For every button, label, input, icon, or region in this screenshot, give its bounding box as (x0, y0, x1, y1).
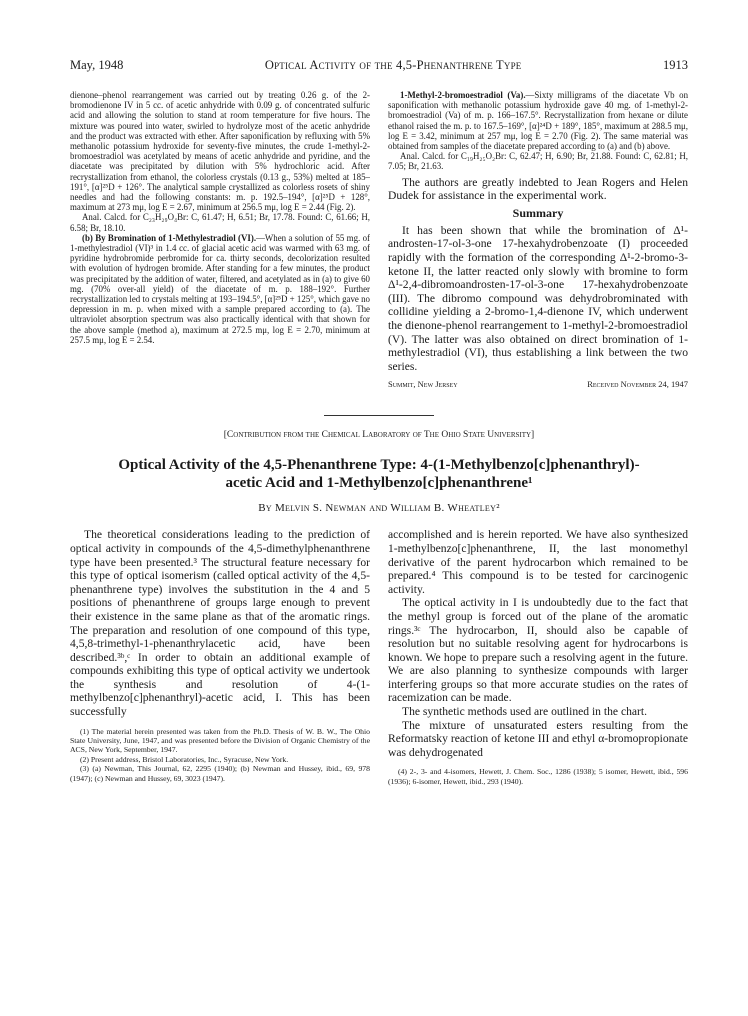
journal-page (70, 58, 688, 786)
intro-paragraph: The theoretical considerations leading to the prediction of optical activity in compounds of the 4,5-dimethylphenanthrene type have been presented.³ The structural feature necessary for this type of optical isomerism (called optical activity of the 4,5-phenanthrene type) involves the substitution in the 4 and 5 positions of phenanthrene of groups large enough to prevent their existence in the same plane as that of the aromatic rings. The preparation and resolution of one compound of this type, 4,5,8-trimethyl-1-phenanthrylacetic acid, have been described.³ᵇ,ᶜ In order to obtain an additional example of compounds exhibiting this type of optical activity we undertook the synthesis and resolution of 4-(1-methylbenzo[c]phenanthryl)-acetic acid, I. This has been successfully (70, 528, 370, 719)
header-page-number: 1913 (662, 58, 688, 72)
article-title-line-1: Optical Activity of the 4,5-Phenanthrene Type: 4-(1-Methylbenzo[c]phenanthryl)- (118, 457, 640, 474)
article-right-column (388, 528, 688, 786)
summary-paragraph: It has been shown that while the bromination of Δ¹-androsten-17-ol-3-one 17-hexahydrobenzoate (I) proceeded rapidly with the formation of the corresponding Δ¹-2-bromo-3-ketone II, the latter reacted only slowly with bromine to form Δ¹-2,4-dibromoandrosten-17-ol-3-one 17-hexahydrobenzoate (III). The dibromo compound was dehydrobrominated with collidine yielding a 2-bromo-1,4-dienone IV, which underwent the dienone-phenol rearrangement to 1-methyl-2-bromoestradiol (V). The latter was also obtained on direct bromination of 1-methylestradiol (VI), thus establishing a link between the two series. (388, 223, 688, 373)
footnote-3: (3) (a) Newman, This Journal, 62, 2295 (1940); (b) Newman and Hussey, ibid., 69, 978 (1947); (c) Newman and Hussey, 69, 3023 (1947). (70, 764, 370, 783)
article-title (70, 456, 688, 492)
compound-subheading: 1-Methyl-2-bromoestradiol (Va). (400, 90, 526, 100)
compound-paragraph (388, 90, 688, 151)
footnote-2: (2) Present address, Bristol Laboratories, Inc., Syracuse, New York. (80, 754, 289, 764)
contribution-line: [Contribution from the Chemical Laboratory of The Ohio State University] (223, 430, 535, 441)
continuation-paragraph: accomplished and is herein reported. We have also synthesized 1-methylbenzo[c]phenanthrene, II, the last monomethyl derivative of the parent hydrocarbon which remained to be prepared.⁴ This compound is to be tested for carcinogenic activity. (388, 528, 688, 596)
previous-article-left-column (70, 90, 370, 389)
section-divider (324, 415, 434, 416)
esters-paragraph: The mixture of unsaturated esters resulting from the Reformatsky reaction of ketone III and ethyl α-bromopropionate was dehydrogenated (388, 718, 688, 759)
bromination-text: —When a solution of 55 mg. of 1-methylestradiol (VI)³ in 1.4 cc. of glacial acetic acid was warmed with 63 mg. of pyridine hydrobromide perbromide for ca. thirty seconds, decolorization resulted with evolution of hydrogen bromide. After standing for a few minutes, the product was precipitated by the addition of water, filtered, and acetylated as in (a) to give 60 mg. (70% over-all yield) of the diacetate of m. p. 188–192°. Further recrystallization led to crystals melting at 193–194.5°, [α]²⁵D + 125°, which gave no depression in m. p. when mixed with a sample prepared according to (a). The ultraviolet absorption spectrum was also practically identical with that shown for the above sample (method a), maximum at 272.5 mμ, log E = 2.70, minimum at 257.5 mμ, log E = 2.54. (70, 232, 370, 345)
footnotes-right (388, 767, 688, 786)
previous-article-body (70, 90, 688, 389)
article-title-line-2: acetic Acid and 1-Methylbenzo[c]phenanthrene¹ (225, 475, 533, 492)
analysis-paragraph: Anal. Calcd. for C₂₃H₂₉O₄Br: C, 61.47; H, 6.51; Br, 17.78. Found: C, 61.66; H, 6.58; Br, 18.10. (70, 212, 370, 233)
signature-received: Received November 24, 1947 (587, 379, 688, 390)
optical-activity-paragraph: The optical activity in I is undoubtedly due to the fact that the methyl group is forced out of the plane of the aromatic rings.³ᶜ The hydrocarbon, II, should also be capable of resolution but no suitable resolving agent for hydrocarbons is known. We hope to prepare such a resolving agent in the future. We are also planning to synthesize compounds with larger interfering groups so that more accurate studies on the rates of racemization can be made. (388, 596, 688, 705)
previous-article-right-column (388, 90, 688, 389)
bromination-subheading: (b) By Bromination of 1-Methylestradiol (VI). (82, 232, 257, 243)
signature-line (388, 379, 688, 389)
summary-heading: Summary (512, 205, 564, 220)
article-authors: By Melvin S. Newman and William B. Wheatley² (258, 502, 500, 515)
article-body (70, 528, 688, 786)
analysis-paragraph-2: Anal. Calcd. for C₁₉H₂₅O₂Br: C, 62.47; H, 6.90; Br, 21.88. Found: C, 62.81; H, 7.05; Br, 21.63. (388, 151, 688, 172)
header-running-title: Optical Activity of the 4,5-Phenanthrene Type (264, 58, 522, 72)
footnote-1: (1) The material herein presented was taken from the Ph.D. Thesis of W. B. W., The Ohio State University, June, 1947, and was presented before the Division of Organic Chemistry of the ACS, New York, September, 1947. (70, 726, 370, 755)
compound-text: —Sixty milligrams of the diacetate Vb on saponification with methanolic potassium hydroxide gave 40 mg. of 1-methyl-2-bromoestradiol (Va) of m. p. 166–167.5°. Recrystallization from hexane or dilute ethanol raised the m. p. to 167.5–169°, [α]²⁴D + 189°, 185°, maximum at 288.5 mμ, log E = 3.42, minimum at 257 mμ, log E = 2.70 (Fig. 2). The same material was obtained from samples of the diacetate prepared according to (a) and (b) above. (388, 90, 689, 152)
acknowledgment-paragraph: The authors are greatly indebted to Jean Rogers and Helen Dudek for assistance in the experimental work. (388, 175, 688, 203)
running-header (70, 58, 688, 78)
experimental-paragraph: dienone–phenol rearrangement was carried out by treating 0.26 g. of the 2-bromodienone IV in 5 cc. of acetic anhydride with 0.09 g. of concentrated sulfuric acid and allowing the solution to stand at room temperature for five hours. The mixture was poured into water, swirled to hydrolyze most of the acetic anhydride and the product was extracted with ether. After saponification by refluxing with 5% methanolic potassium hydroxide for seventy-five minutes, the crude 1-methyl-2-bromoestradiol was acetylated by means of acetic anhydride and pyridine, and the diacetate was precipitated by dilution with 5% hydrochloric acid. After recrystallization from ethanol, the colorless crystals (0.13 g., 53%) melted at 185–191°, [α]²⁵D + 126°. The analytical sample crystallized as colorless rosets of shiny needles and had the following constants: m. p. 192.5–194°, [α]²⁵D + 128°, maximum at 273 mμ, log E = 2.67, minimum at 256.5 mμ, log E = 2.44 (Fig. 2). (70, 90, 370, 213)
bromination-paragraph (70, 233, 370, 345)
article-left-column (70, 528, 370, 786)
synthetic-methods-paragraph: The synthetic methods used are outlined in the chart. (402, 705, 648, 719)
header-date: May, 1948 (70, 58, 124, 72)
signature-location: Summit, New Jersey (388, 379, 458, 390)
footnote-4: (4) 2-, 3- and 4-isomers, Hewett, J. Chem. Soc., 1286 (1938); 5 isomer, Hewett, ibid., 596 (1936); 6-isomer, Hewett, ibid., 293 (1940). (388, 767, 688, 786)
footnotes-left (70, 727, 370, 783)
